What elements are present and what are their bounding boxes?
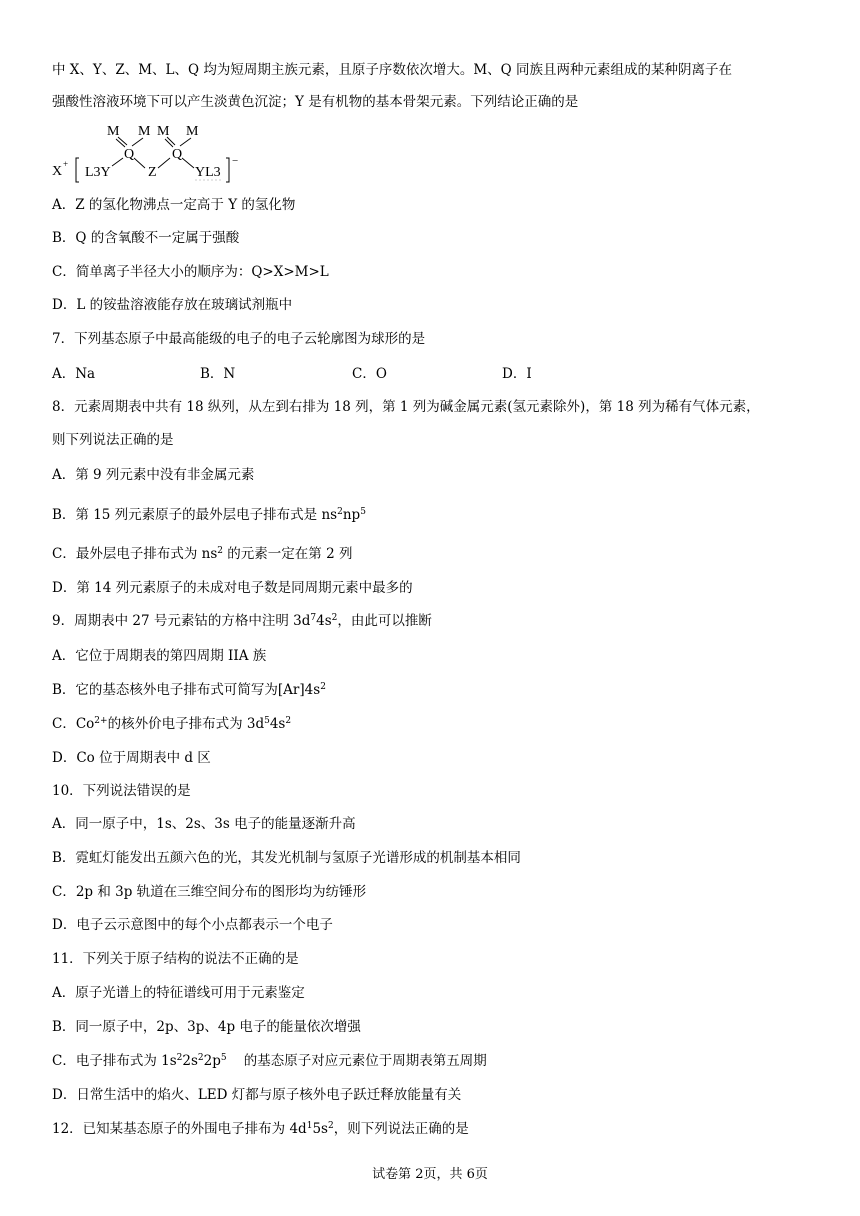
bond-y-q1 (112, 158, 123, 166)
q8-stem-line-1: 8．元素周期表中共有 18 纵列，从左到右排为 18 列，第 1 列为碱金属元素(氢元素除外)，第 18 列为稀有气体元素， (52, 399, 760, 415)
q8-option-d: D．第 14 列元素原子的未成对电子数是同周期元素中最多的 (52, 580, 413, 596)
q7-option-a: A．Na (52, 366, 96, 382)
q10-option-b: B．霓虹灯能发出五颜六色的光，其发光机制与氢原子光谱形成的机制基本相同 (52, 850, 521, 866)
q6-option-b: B．Q 的含氧酸不一定属于强酸 (52, 230, 240, 246)
cation-charge: + (63, 159, 69, 169)
q10-option-c: C．2p 和 3p 轨道在三维空间分布的图形均为纺锤形 (52, 884, 367, 900)
q-atom-2: Q (172, 147, 183, 162)
q7-option-d: D．I (502, 366, 532, 382)
ion-structure-diagram (52, 118, 252, 188)
left-bracket (76, 158, 79, 182)
cation-symbol: X (52, 164, 63, 179)
q12-stem: 12．已知某基态原子的外围电子排布为 $4d^15s^2$，则下列说法正确的是 (52, 1121, 469, 1137)
q11-stem: 11．下列关于原子结构的说法不正确的是 (52, 951, 299, 967)
q-atom-1: Q (124, 147, 135, 162)
q8-stem-line-2: 则下列说法正确的是 (52, 432, 174, 448)
q6-option-d: D．L 的铵盐溶液能存放在玻璃试剂瓶中 (52, 297, 293, 313)
q8-option-a: A．第 9 列元素中没有非金属元素 (52, 467, 255, 483)
q10-option-a: A．同一原子中，1s、2s、3s 电子的能量逐渐升高 (52, 816, 356, 832)
q7-option-c: C．O (352, 366, 387, 382)
q6-stem-line-2: 强酸性溶液环境下可以产生淡黄色沉淀；Y 是有机物的基本骨架元素。下列结论正确的是 (52, 94, 579, 110)
q6-stem-line-1: 中 X、Y、Z、M、L、Q 均为短周期主族元素，且原子序数依次增大。M、Q 同族且两种元素组成的某种阴离子在 (52, 62, 733, 78)
single-bond-2 (180, 138, 191, 146)
bond-q1-z (134, 158, 145, 168)
q8-option-c: C．最外层电子排布式为 $ns^2$ 的元素一定在第 2 列 (52, 546, 353, 562)
q9-option-a: A．它位于周期表的第四周期 IIA 族 (52, 648, 267, 664)
q9-option-c: C．$Co^{2+}$的核外价电子排布式为 $3d^54s^2$ (52, 716, 292, 732)
q6-option-a: A．Z 的氢化物沸点一定高于 Y 的氢化物 (52, 197, 296, 213)
right-group: YL3 (195, 165, 221, 180)
q10-stem: 10．下列说法错误的是 (52, 783, 191, 799)
m-atom-2: M (138, 124, 151, 139)
q9-option-d: D．Co 位于周期表中 d 区 (52, 750, 211, 766)
bond-q2-y (182, 158, 194, 168)
bond-z-q2 (158, 158, 170, 168)
m-atom-3: M (157, 124, 170, 139)
m-atom-4: M (186, 124, 199, 139)
page-footer: 试卷第 2页，共 6页 (372, 1167, 488, 1182)
m-atom-1: M (107, 124, 120, 139)
anion-charge: − (232, 155, 239, 167)
structure-svg (52, 118, 252, 188)
q7-option-b: B．N (200, 366, 236, 382)
single-bond-1 (132, 138, 143, 146)
q9-stem: 9．周期表中 27 号元素钴的方格中注明 $3d^74s^2$，由此可以推断 (52, 613, 432, 629)
q8-option-b: B．第 15 列元素原子的最外层电子排布式是 $ns^2np^5$ (52, 507, 366, 523)
q9-option-b: B．它的基态核外电子排布式可简写为$[Ar]4s^2$ (52, 682, 326, 698)
q11-option-c: C．电子排布式为 $1s^22s^22p^5$ 的基态原子对应元素位于周期表第五周期 (52, 1053, 487, 1069)
left-group: L3Y (85, 165, 111, 180)
q11-option-d: D．日常生活中的焰火、LED 灯都与原子核外电子跃迁释放能量有关 (52, 1087, 462, 1103)
q6-option-c: C．简单离子半径大小的顺序为：Q>X>M>L (52, 264, 329, 280)
q11-option-a: A．原子光谱上的特征谱线可用于元素鉴定 (52, 985, 305, 1001)
q10-option-d: D．电子云示意图中的每个小点都表示一个电子 (52, 917, 333, 933)
right-bracket (226, 158, 229, 182)
q11-option-b: B．同一原子中，2p、3p、4p 电子的能量依次增强 (52, 1019, 361, 1035)
q7-stem: 7．下列基态原子中最高能级的电子的电子云轮廓图为球形的是 (52, 331, 426, 347)
center-atom: Z (148, 165, 157, 180)
